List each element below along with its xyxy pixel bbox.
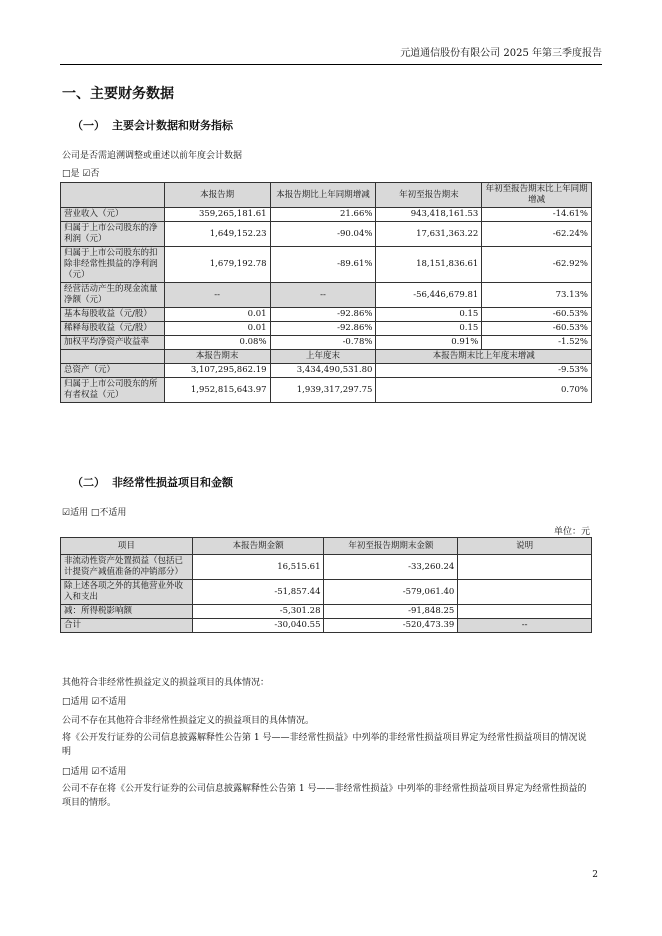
- cell: 0.08%: [164, 336, 270, 350]
- table-header-row: [61, 538, 592, 555]
- cell: 21.66%: [270, 208, 376, 222]
- row-label: 归属于上市公司股东的扣除非经常性损益的净利润（元）: [61, 247, 165, 283]
- cell: --: [458, 619, 592, 633]
- subsection-title-2: [72, 474, 233, 490]
- cell: -30,040.55: [192, 619, 324, 633]
- header-cell: 本报告期末比上年度末增减: [376, 350, 592, 364]
- non-recurring-table: [60, 537, 592, 633]
- table-row: [61, 336, 592, 350]
- paragraph-no-other-items: 公司不存在其他符合非经常性损益定义的损益项目的具体情况。: [62, 716, 315, 726]
- main-financial-table: [60, 182, 592, 403]
- header-cell: [61, 350, 165, 364]
- cell: -60.53%: [482, 322, 592, 336]
- cell: 0.91%: [376, 336, 482, 350]
- paragraph-reclassification-heading: 将《公开发行证券的公司信息披露解释性公告第 1 号——非经常性损益》中列举的非经常性损益项目界定为经常性损益项目的情况说明: [62, 733, 587, 757]
- cell: -60.53%: [482, 308, 592, 322]
- cell: 0.15: [376, 322, 482, 336]
- cell: -56,446,679.81: [376, 283, 482, 308]
- table-row: [61, 580, 592, 605]
- cell: [458, 605, 592, 619]
- cell: 1,939,317,297.75: [270, 378, 376, 403]
- cell: 1,649,152.23: [164, 222, 270, 247]
- retro-answer-checkboxes[interactable]: □是 ☑否: [62, 169, 100, 179]
- cell: 0.01: [164, 322, 270, 336]
- row-label: 总资产（元）: [61, 364, 165, 378]
- cell: [458, 580, 592, 605]
- header-cell: 项目: [61, 538, 193, 555]
- cell: 1,679,192.78: [164, 247, 270, 283]
- header-cell: 上年度末: [270, 350, 376, 364]
- cell: -91,848.25: [324, 605, 458, 619]
- cell: 17,631,363.22: [376, 222, 482, 247]
- cell: 3,107,295,862.19: [164, 364, 270, 378]
- page-number: 2: [592, 870, 598, 880]
- header-cell: 年初至报告期末: [376, 183, 482, 208]
- cell: -62.24%: [482, 222, 592, 247]
- subsection-number: （一）: [72, 119, 105, 132]
- row-label: 归属于上市公司股东的净利润（元）: [61, 222, 165, 247]
- table-row: [61, 322, 592, 336]
- retro-question: 公司是否需追溯调整或重述以前年度会计数据: [62, 151, 243, 161]
- table-row: [61, 222, 592, 247]
- table-row: [61, 208, 592, 222]
- cell: -14.61%: [482, 208, 592, 222]
- header-cell: 说明: [458, 538, 592, 555]
- table-row: [61, 364, 592, 378]
- table-row: [61, 247, 592, 283]
- header-cell: 本报告期金额: [192, 538, 324, 555]
- header-cell: 本报告期: [164, 183, 270, 208]
- paragraph-other-items: 其他符合非经常性损益定义的损益项目的具体情况：: [62, 678, 270, 688]
- row-label: 非流动性资产处置损益（包括已计提资产减值准备的冲销部分）: [61, 555, 193, 580]
- apply-checkboxes-3[interactable]: □适用 ☑不适用: [62, 767, 127, 777]
- cell: 0.01: [164, 308, 270, 322]
- subsection-number: （二）: [72, 476, 105, 489]
- paragraph-no-reclassification: 公司不存在将《公开发行证券的公司信息披露解释性公告第 1 号——非经常性损益》中列举的非经常性损益项目界定为经常性损益的项目的情形。: [62, 784, 587, 808]
- subsection-text: 非经常性损益项目和金额: [112, 476, 233, 489]
- cell: 1,952,815,643.97: [164, 378, 270, 403]
- header-cell: 本报告期末: [164, 350, 270, 364]
- cell: -579,061.40: [324, 580, 458, 605]
- cell: -62.92%: [482, 247, 592, 283]
- table-row: [61, 605, 592, 619]
- table-row: [61, 283, 592, 308]
- section-title: 一、主要财务数据: [62, 86, 174, 102]
- page-header: 元道通信股份有限公司 2025 年第三季度报告: [60, 44, 602, 65]
- header-cell: [61, 183, 165, 208]
- row-label: 除上述各项之外的其他营业外收入和支出: [61, 580, 193, 605]
- cell: --: [270, 283, 376, 308]
- cell: -51,857.44: [192, 580, 324, 605]
- row-label: 减：所得税影响额: [61, 605, 193, 619]
- cell: -5,301.28: [192, 605, 324, 619]
- cell: 73.13%: [482, 283, 592, 308]
- cell: -89.61%: [270, 247, 376, 283]
- cell: 359,265,181.61: [164, 208, 270, 222]
- cell: -92.86%: [270, 308, 376, 322]
- subsection-text: 主要会计数据和财务指标: [112, 119, 233, 132]
- cell: 943,418,161.53: [376, 208, 482, 222]
- cell: 18,151,836.61: [376, 247, 482, 283]
- cell: -9.53%: [376, 364, 592, 378]
- unit-label: 单位：元: [553, 527, 590, 537]
- apply-checkboxes-2[interactable]: □适用 ☑不适用: [62, 697, 127, 707]
- row-label: 营业收入（元）: [61, 208, 165, 222]
- cell: -33,260.24: [324, 555, 458, 580]
- row-label: 经营活动产生的现金流量净额（元）: [61, 283, 165, 308]
- table-header-row: [61, 183, 592, 208]
- row-label: 基本每股收益（元/股）: [61, 308, 165, 322]
- header-cell: 本报告期比上年同期增减: [270, 183, 376, 208]
- cell: --: [164, 283, 270, 308]
- cell: -90.04%: [270, 222, 376, 247]
- row-label: 合计: [61, 619, 193, 633]
- cell: 16,515.61: [192, 555, 324, 580]
- cell: [458, 555, 592, 580]
- row-label: 稀释每股收益（元/股）: [61, 322, 165, 336]
- table-subheader-row: [61, 350, 592, 364]
- cell: 0.70%: [376, 378, 592, 403]
- header-cell: 年初至报告期期末金额: [324, 538, 458, 555]
- subsection-title-1: [72, 117, 233, 133]
- cell: -0.78%: [270, 336, 376, 350]
- cell: -1.52%: [482, 336, 592, 350]
- row-label: 加权平均净资产收益率: [61, 336, 165, 350]
- cell: -92.86%: [270, 322, 376, 336]
- table-row: [61, 619, 592, 633]
- table-row: [61, 308, 592, 322]
- cell: -520,473.39: [324, 619, 458, 633]
- cell: 0.15: [376, 308, 482, 322]
- header-cell: 年初至报告期末比上年同期增减: [482, 183, 592, 208]
- cell: 3,434,490,531.80: [270, 364, 376, 378]
- table-row: [61, 378, 592, 403]
- apply-checkboxes-1[interactable]: ☑适用 □不适用: [62, 508, 127, 518]
- table-row: [61, 555, 592, 580]
- row-label: 归属于上市公司股东的所有者权益（元）: [61, 378, 165, 403]
